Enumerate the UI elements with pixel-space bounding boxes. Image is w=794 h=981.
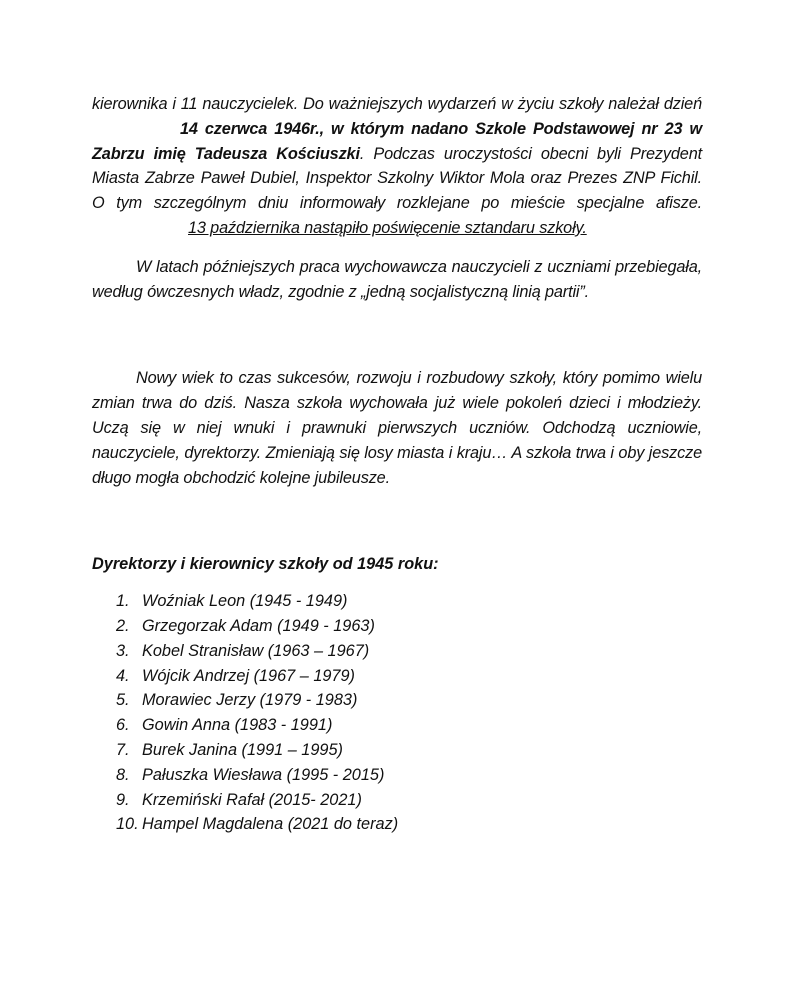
list-item <box>116 713 702 738</box>
director-entry: Pałuszka Wiesława (1995 - 2015) <box>142 765 385 784</box>
director-entry: Hampel Magdalena (2021 do teraz) <box>142 815 399 834</box>
director-entry: Morawiec Jerzy (1979 - 1983) <box>142 691 358 710</box>
paragraph-new-century: Nowy wiek to czas sukcesów, rozwoju i rozbudowy szkoły, który pomimo wielu zmian trwa do dziś. Nasza szkoła wychowała już wiele pokoleń dzieci i młodzieży. Uczą się w niej wnuki i prawnuki pierwszych uczniów. Odchodzą uczniowie, nauczyciele, dyrektorzy. Zmieniają się losy miasta i kraju… A szkoła trwa i oby jeszcze długo mogła obchodzić kolejne jubileusze. <box>92 369 702 487</box>
underlined-banner-consecration: 13 października nastąpiło poświęcenie sztandaru szkoły. <box>188 218 587 237</box>
list-number: 3. <box>116 641 130 660</box>
list-number: 8. <box>116 765 130 784</box>
list-item <box>116 763 702 788</box>
document-page <box>92 92 702 837</box>
list-number: 9. <box>116 790 130 809</box>
director-entry: Wójcik Andrzej (1967 – 1979) <box>142 666 355 685</box>
director-entry: Burek Janina (1991 – 1995) <box>142 740 343 759</box>
directors-heading: Dyrektorzy i kierownicy szkoły od 1945 roku: <box>92 555 439 574</box>
list-item <box>116 589 702 614</box>
director-entry: Krzemiński Rafał (2015- 2021) <box>142 790 362 809</box>
paragraph-text: . Podczas uroczystości obecni byli Prezydent Miasta Zabrze Paweł Dubiel, Inspektor Szkolny Wiktor Mola oraz Prezes ZNP Fichil. O tym szczególnym dniu informowały rozklejane po mieście specjalne afisze. <box>92 144 702 213</box>
list-item <box>116 812 702 837</box>
list-item <box>116 788 702 813</box>
list-number: 5. <box>116 691 130 710</box>
list-item <box>116 614 702 639</box>
list-item <box>116 664 702 689</box>
list-number: 4. <box>116 666 130 685</box>
director-entry: Gowin Anna (1983 - 1991) <box>142 716 333 735</box>
paragraph-later-years: W latach późniejszych praca wychowawcza nauczycieli z uczniami przebiegała, według ówczesnych władz, zgodnie z „jedną socjalistyczną linią partii”. <box>92 257 702 301</box>
director-entry: Grzegorzak Adam (1949 - 1963) <box>142 616 375 635</box>
paragraph-text: kierownika i 11 nauczycielek. Do ważniejszych wydarzeń w życiu szkoły należał dzień <box>92 95 702 113</box>
list-number: 2. <box>116 616 130 635</box>
list-number: 7. <box>116 740 130 759</box>
list-item <box>116 738 702 763</box>
paragraph-history-1946 <box>92 92 702 241</box>
directors-list <box>116 589 702 837</box>
list-item <box>116 688 702 713</box>
list-number: 1. <box>116 592 130 611</box>
list-number: 6. <box>116 716 130 735</box>
director-entry: Kobel Stranisław (1963 – 1967) <box>142 641 370 660</box>
bold-date-naming: 14 czerwca 1946r., w którym nadano Szkole Podstawowej nr 23 w Zabrzu imię Tadeusza Kościuszki <box>92 119 702 163</box>
director-entry: Woźniak Leon (1945 - 1949) <box>142 592 348 611</box>
list-item <box>116 639 702 664</box>
list-number: 10. <box>116 815 139 834</box>
